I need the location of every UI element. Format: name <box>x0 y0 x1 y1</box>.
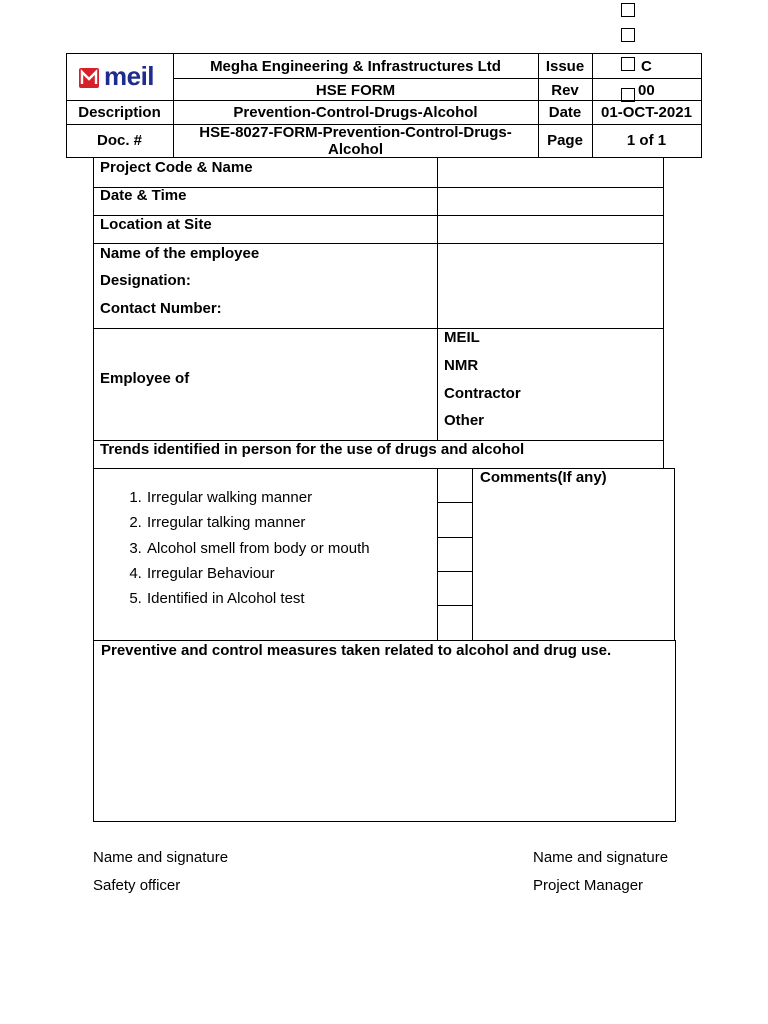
option-checkbox[interactable] <box>621 28 635 42</box>
company-logo-mark-icon <box>79 68 99 88</box>
issue-value: C <box>641 58 652 75</box>
employee-details-field[interactable] <box>438 244 663 328</box>
date-time-field[interactable] <box>438 188 663 215</box>
trend-check-cell[interactable] <box>438 503 472 537</box>
employee-name-label: Name of the employee <box>100 245 260 262</box>
list-item: 4. Irregular Behaviour <box>146 561 370 586</box>
employee-of-option[interactable]: MEIL <box>444 329 480 346</box>
option-checkbox[interactable] <box>621 3 635 17</box>
date-label: Date <box>548 104 582 121</box>
project-code-label: Project Code & Name <box>100 159 253 176</box>
employee-of-option[interactable]: NMR <box>444 357 479 374</box>
list-item: 3. Alcohol smell from body or mouth <box>146 536 370 561</box>
rev-label: Rev <box>551 82 579 99</box>
employee-of-label: Employee of <box>100 370 190 387</box>
trend-check-cell[interactable] <box>438 572 472 605</box>
date-time-label: Date & Time <box>100 187 187 204</box>
page-label: Page <box>547 132 583 149</box>
location-field[interactable] <box>438 216 663 243</box>
rev-value: 00 <box>638 82 655 99</box>
employee-of-option[interactable]: Other <box>444 412 485 429</box>
measures-field[interactable] <box>94 662 675 821</box>
trend-check-cell[interactable] <box>438 469 472 502</box>
location-label: Location at Site <box>100 216 212 233</box>
list-item: 5. Identified in Alcohol test <box>146 586 370 611</box>
trends-list <box>100 485 370 611</box>
comments-heading: Comments(If any) <box>480 469 607 486</box>
project-code-field[interactable] <box>438 158 663 187</box>
form-type: HSE FORM <box>315 82 396 99</box>
project-manager-signature-label: Name and signature <box>533 849 669 866</box>
doc-number-value-line2: Alcohol <box>328 141 383 158</box>
comments-field[interactable] <box>473 488 674 640</box>
issue-label: Issue <box>545 58 585 75</box>
description-value: Prevention-Control-Drugs-Alcohol <box>233 104 478 121</box>
measures-heading: Preventive and control measures taken related to alcohol and drug use. <box>101 642 612 659</box>
company-name: Megha Engineering & Infrastructures Ltd <box>210 58 501 75</box>
safety-officer-signature-label: Name and signature <box>93 849 229 866</box>
contact-number-label: Contact Number: <box>100 300 222 317</box>
project-manager-title: Project Manager <box>533 877 644 894</box>
company-logo-wordmark: meil <box>104 61 155 91</box>
list-item: 1. Irregular walking manner <box>146 485 370 510</box>
safety-officer-title: Safety officer <box>93 877 181 894</box>
trend-check-cell[interactable] <box>438 606 472 640</box>
designation-label: Designation: <box>100 272 191 289</box>
doc-number-label: Doc. # <box>97 132 143 149</box>
page-value: 1 of 1 <box>626 132 667 149</box>
date-value: 01-OCT-2021 <box>601 104 692 121</box>
list-item: 2. Irregular talking manner <box>146 510 370 535</box>
trends-heading: Trends identified in person for the use of drugs and alcohol <box>100 441 525 458</box>
employee-of-option[interactable]: Contractor <box>444 385 521 402</box>
trend-check-cell[interactable] <box>438 538 472 571</box>
doc-number-value-line1: HSE-8027-FORM-Prevention-Control-Drugs- <box>199 124 512 141</box>
description-label: Description <box>78 104 161 121</box>
option-checkbox[interactable] <box>621 57 635 71</box>
